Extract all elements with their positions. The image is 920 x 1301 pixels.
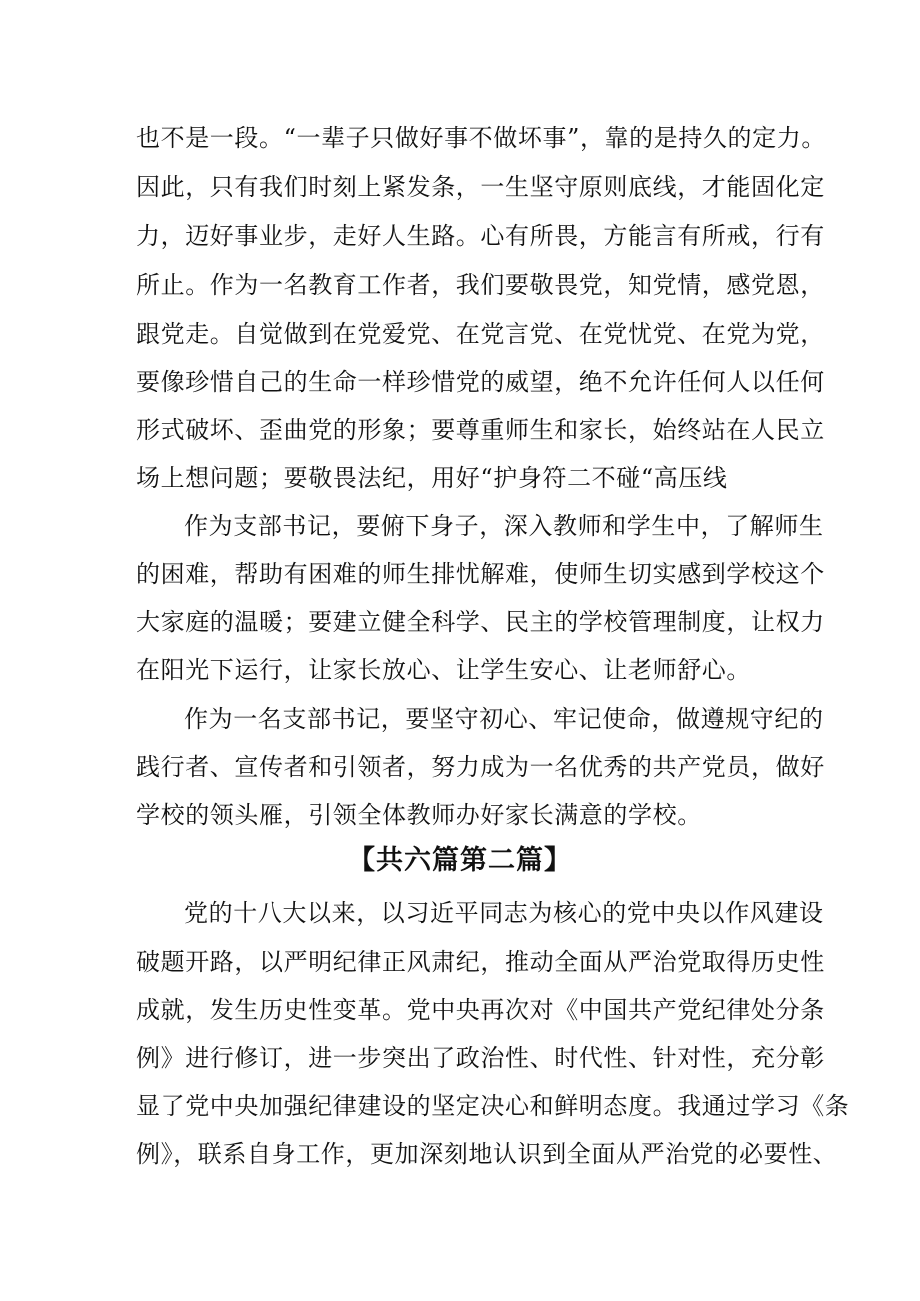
text-line: 例》，联系自身工作，更加深刻地认识到全面从严治党的必要性、 — [136, 1140, 838, 1168]
text-line: 显了党中央加强纪律建设的坚定决心和鲜明态度。我通过学习《条 — [136, 1092, 850, 1120]
text-line: 的困难，帮助有困难的师生排忧解难，使师生切实感到学校这个 — [136, 560, 825, 588]
text-line: 因此，只有我们时刻上紧发条，一生坚守原则底线，才能固化定 — [136, 173, 825, 201]
text-line: 跟党走。自觉做到在党爱党、在党言党、在党忧党、在党为党， — [136, 320, 825, 348]
text-line: 形式破坏、歪曲党的形象；要尊重师生和家长，始终站在人民立 — [136, 416, 825, 444]
text-line: 例》进行修订，进一步突出了政治性、时代性、针对性，充分彰 — [136, 1044, 825, 1072]
text-line: 破题开路，以严明纪律正风肃纪，推动全面从严治党取得历史性 — [136, 948, 825, 976]
text-line: 大家庭的温暖；要建立健全科学、民主的学校管理制度，让权力 — [136, 608, 825, 636]
text-line: 党的十八大以来，以习近平同志为核心的党中央以作风建设 — [184, 899, 824, 927]
text-line: 场上想问题；要敬畏法纪，用好“护身符二不碰“高压线 — [136, 464, 728, 492]
section-heading: 【共六篇第二篇】 — [348, 845, 572, 876]
text-line: 力，迈好事业步，走好人生路。心有所畏，方能言有所戒，行有 — [136, 222, 825, 250]
text-line: 学校的领头雁，引领全体教师办好家长满意的学校。 — [136, 801, 702, 829]
text-line: 也不是一段。“一辈子只做好事不做坏事”，靠的是持久的定力。 — [136, 124, 826, 152]
text-line: 作为支部书记，要俯下身子，深入教师和学生中，了解师生 — [184, 512, 824, 540]
text-line: 成就，发生历史性变革。党中央再次对《中国共产党纪律处分条 — [136, 996, 825, 1024]
text-line: 要像珍惜自己的生命一样珍惜党的威望，绝不允许任何人以任何 — [136, 368, 825, 396]
text-line: 在阳光下运行，让家长放心、让学生安心、让老师舒心。 — [136, 656, 751, 684]
text-line: 所止。作为一名教育工作者，我们要敬畏党，知党情，感党恩， — [136, 271, 825, 299]
text-line: 践行者、宣传者和引领者，努力成为一名优秀的共产党员，做好 — [136, 753, 825, 781]
text-line: 作为一名支部书记，要坚守初心、牢记使命，做遵规守纪的 — [184, 705, 824, 733]
